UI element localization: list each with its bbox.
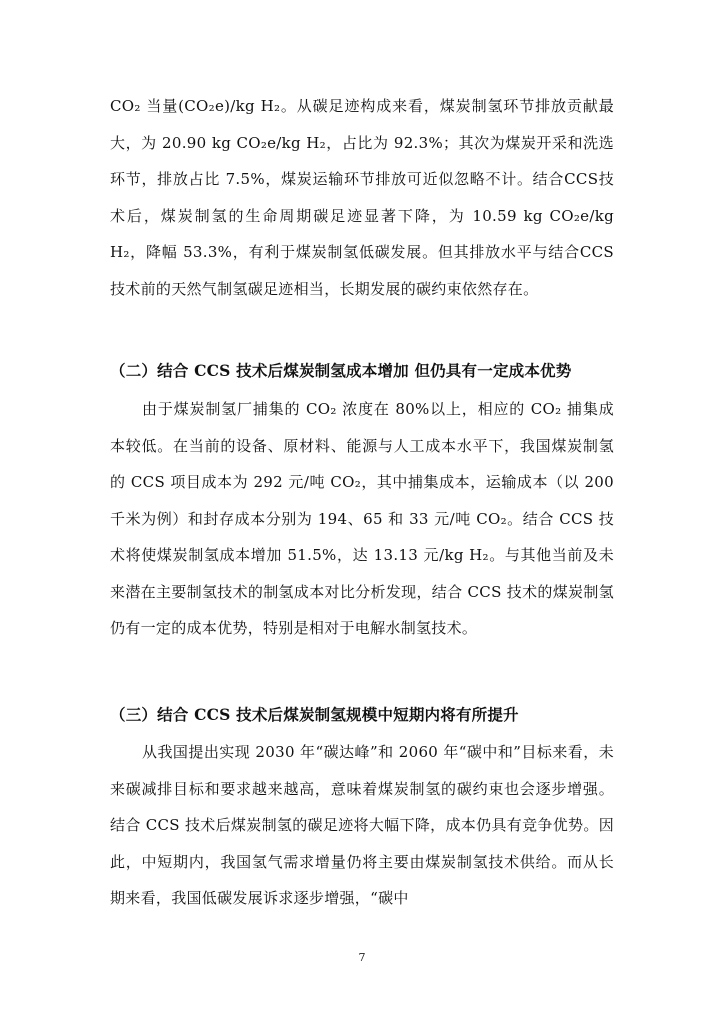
body-paragraph-cost: [110, 391, 614, 647]
section-heading-3: （三）结合 CCS 技术后煤炭制氢规模中短期内将有所提升: [110, 705, 519, 724]
paragraph-text: 从我国提出实现 2030 年“碳达峰”和 2060 年“碳中和”目标来看，未来碳减排目标和要求越来越高，意味着煤炭制氢的碳约束也会逐步增强。结合 CCS 技术后煤炭制氢的碳足迹将大幅下降，成本仍具有竞争优势。因此，中短期内，我国氢气需求增量仍将主要由煤炭制氢技术供给。而从长期来看，我国低碳发展诉求逐步增强，“碳中: [110, 743, 614, 907]
body-paragraph-carbon-footprint: [110, 88, 614, 307]
section-heading-2: （二）结合 CCS 技术后煤炭制氢成本增加 但仍具有一定成本优势: [110, 361, 572, 380]
body-paragraph-scale: [110, 734, 614, 917]
page-number: 7: [358, 951, 366, 964]
paragraph-text: 由于煤炭制氢厂捕集的 CO₂ 浓度在 80%以上，相应的 CO₂ 捕集成本较低。在当前的设备、原材料、能源与人工成本水平下，我国煤炭制氢的 CCS 项目成本为 292 元/吨 CO₂，其中捕集成本，运输成本（以 200 千米为例）和封存成本分别为 194、65 和 33 元/吨 CO₂。结合 CCS 技术将使煤炭制氢成本增加 51.5%，达 13.13 元/kg H₂。与其他当前及未来潜在主要制氢技术的制氢成本对比分析发现，结合 CCS 技术的煤炭制氢仍有一定的成本优势，特别是相对于电解水制氢技术。: [110, 400, 614, 637]
paragraph-text: CO₂ 当量(CO₂e)/kg H₂。从碳足迹构成来看，煤炭制氢环节排放贡献最大，为 20.90 kg CO₂e/kg H₂，占比为 92.3%；其次为煤炭开采和洗选环节，排放占比 7.5%，煤炭运输环节排放可近似忽略不计。结合CCS技术后，煤炭制氢的生命周期碳足迹显著下降，为 10.59 kg CO₂e/kg H₂，降幅 53.3%，有利于煤炭制氢低碳发展。但其排放水平与结合CCS技术前的天然气制氢碳足迹相当，长期发展的碳约束依然存在。: [110, 97, 614, 298]
